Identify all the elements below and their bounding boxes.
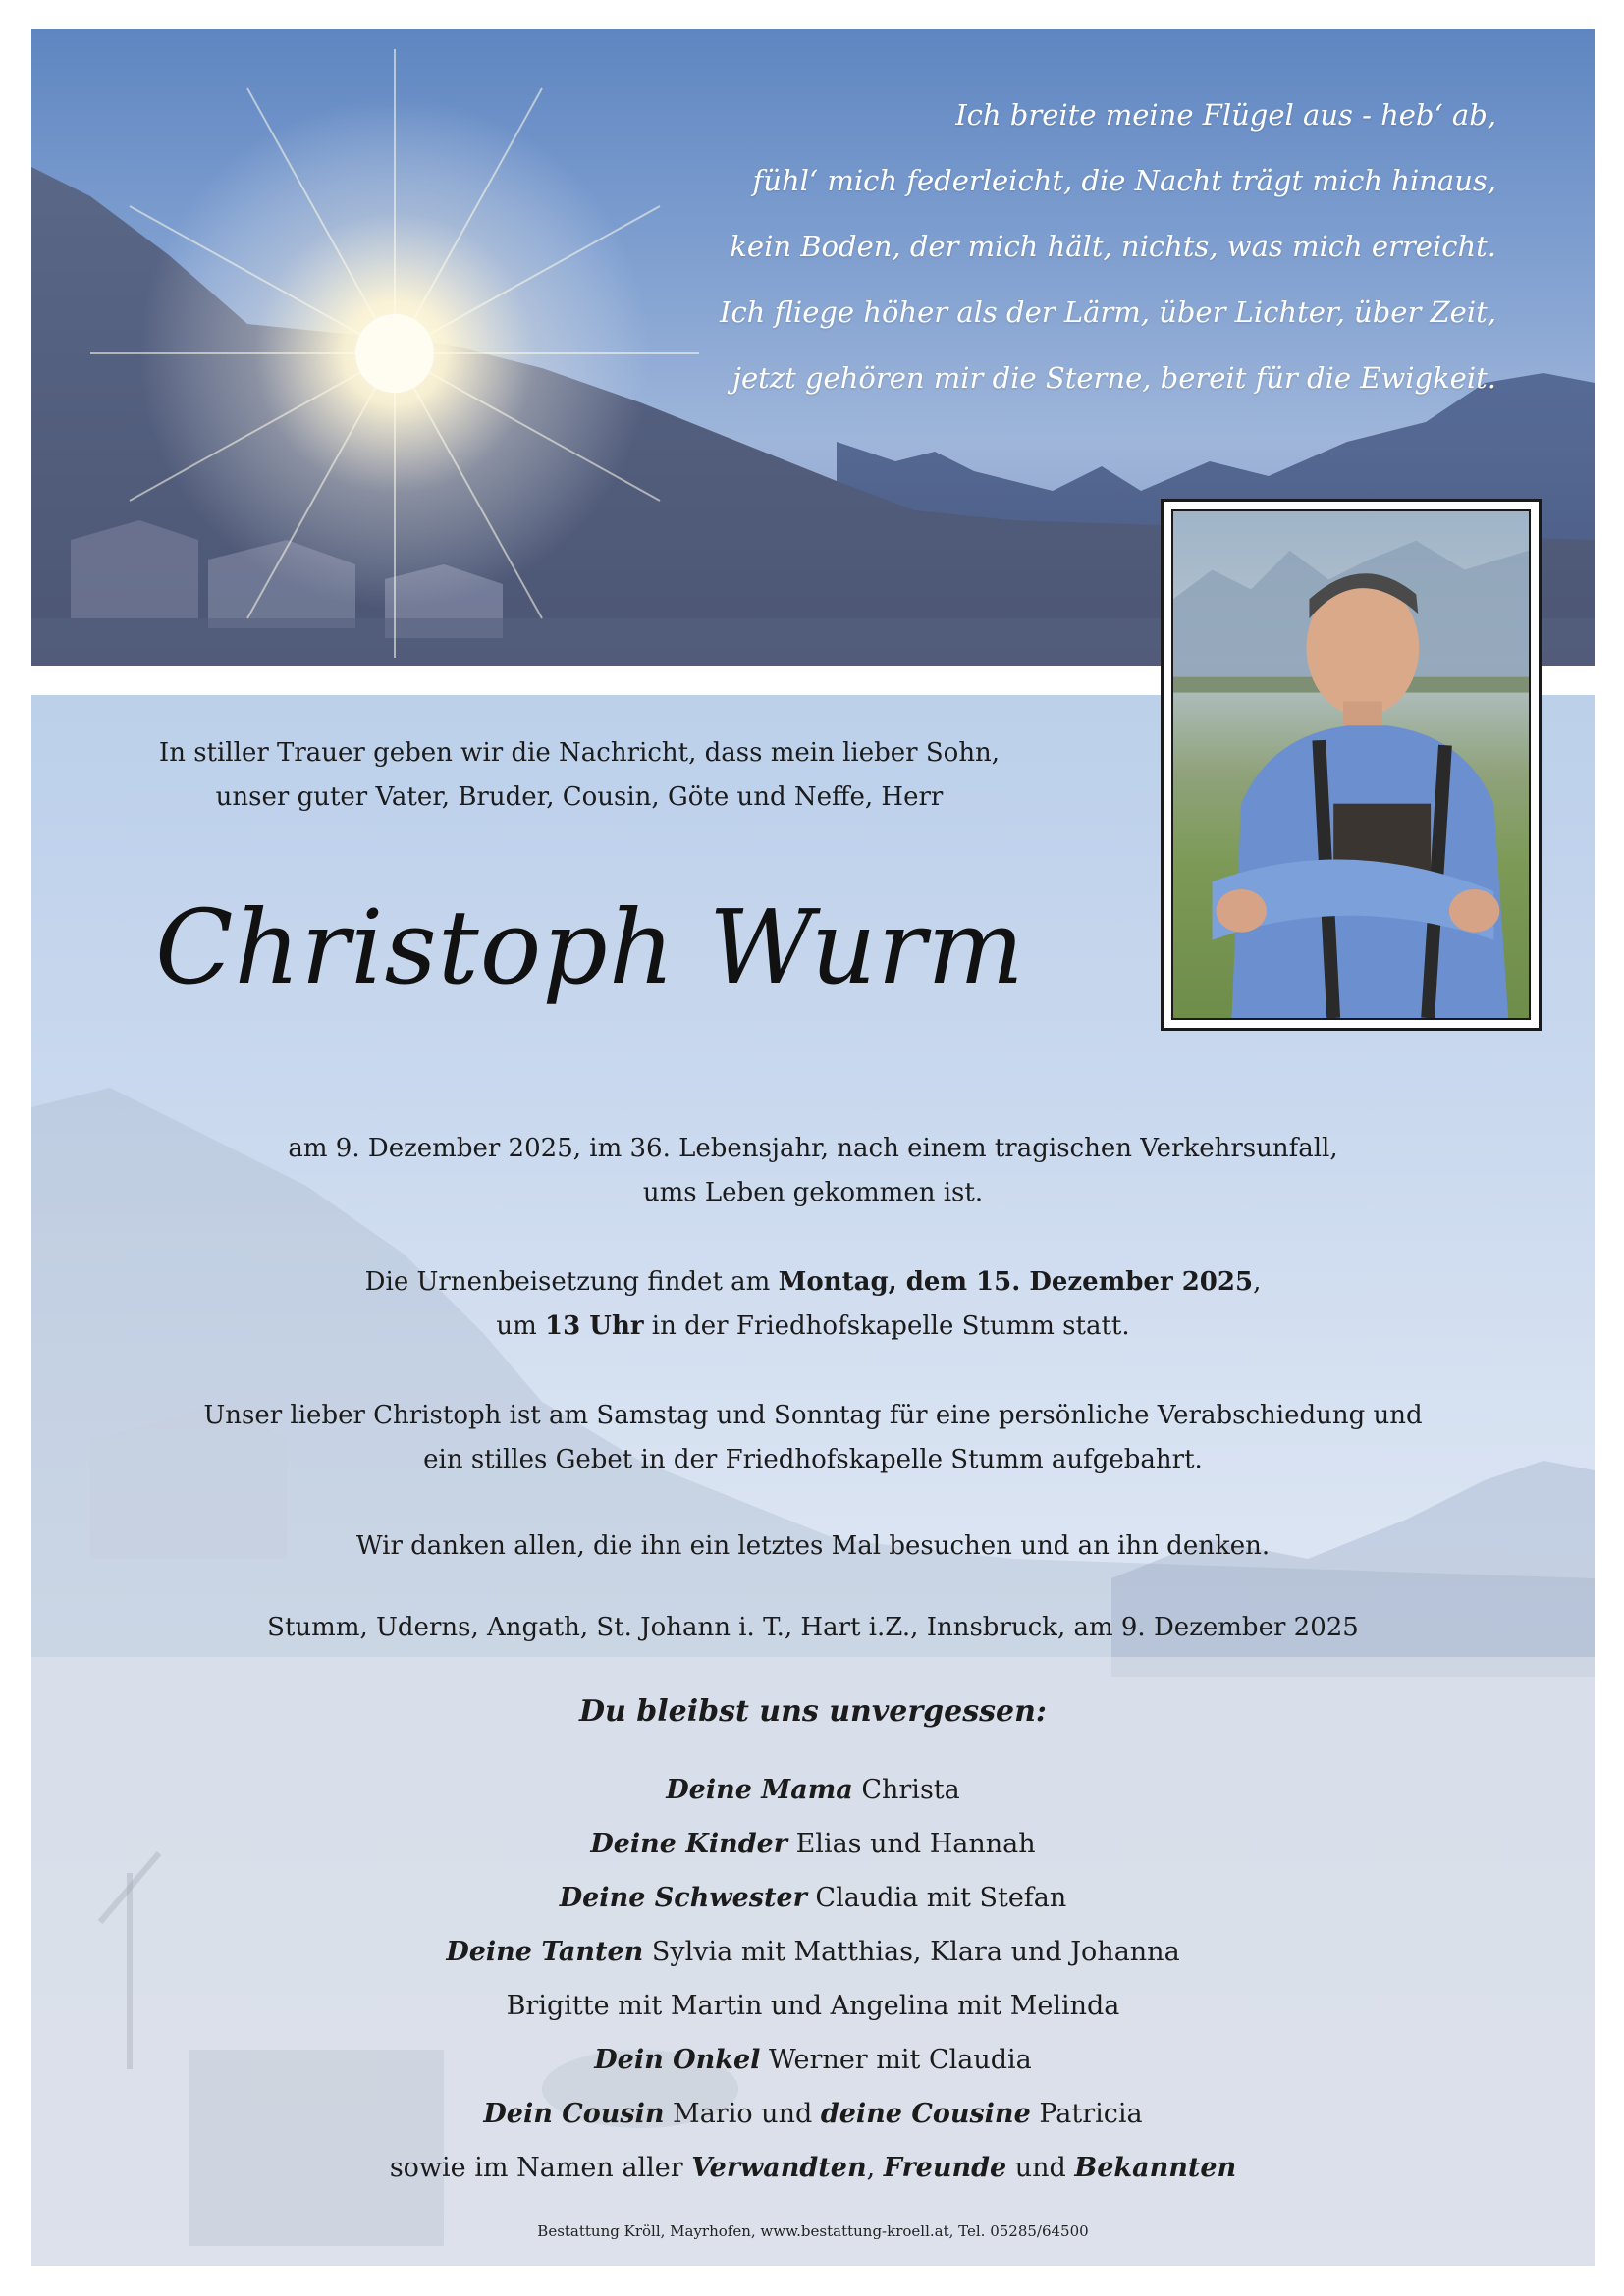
- funeral-text: Die Urnenbeisetzung findet am: [364, 1267, 779, 1297]
- relation-label: Dein Onkel: [594, 2045, 761, 2075]
- relative-names: Sylvia mit Matthias, Klara und Johanna: [643, 1937, 1180, 1967]
- family-line-tanten-2: Brigitte mit Martin und Angelina mit Melinda: [506, 1991, 1120, 2021]
- intro-line: In stiller Trauer geben wir die Nachricht, dass mein lieber Sohn,: [158, 738, 1001, 768]
- relation-label: Verwandten: [691, 2153, 867, 2183]
- viewing-info: [31, 1394, 1595, 1482]
- family-line-cousin: [31, 2087, 1595, 2141]
- funeral-text: um: [496, 1311, 546, 1341]
- family-line-schwester: [31, 1871, 1595, 1925]
- funeral-line-1: [31, 1260, 1595, 1305]
- intro-line: unser guter Vater, Bruder, Cousin, Göte und Neffe, Herr: [215, 782, 944, 812]
- family-line-tanten: [31, 1925, 1595, 1979]
- family-line-onkel: [31, 2033, 1595, 2087]
- funeral-text: ,: [1253, 1267, 1262, 1297]
- funeral-date: Montag, dem 15. Dezember 2025: [778, 1267, 1254, 1297]
- closing-text: und: [1006, 2153, 1075, 2183]
- funeral-info: [31, 1260, 1595, 1349]
- relation-label: Deine Mama: [666, 1775, 853, 1805]
- death-notice-line: ums Leben gekommen ist.: [642, 1178, 984, 1207]
- family-list: [31, 1763, 1595, 2195]
- place-date: Stumm, Uderns, Angath, St. Johann i. T., Hart i.Z., Innsbruck, am 9. Dezember 2025: [267, 1613, 1359, 1642]
- relation-label: deine Cousine: [820, 2099, 1031, 2129]
- relation-label: Deine Kinder: [590, 1829, 788, 1859]
- relative-names: Mario und: [664, 2099, 821, 2129]
- poem: [720, 82, 1496, 411]
- family-line-closing: [31, 2141, 1595, 2195]
- relative-names: Claudia mit Stefan: [806, 1883, 1067, 1913]
- funeral-time: 13 Uhr: [545, 1311, 644, 1341]
- poem-line: Ich fliege höher als der Lärm, über Lichter, über Zeit,: [719, 295, 1496, 329]
- relation-label: Dein Cousin: [483, 2099, 665, 2129]
- thanks-text: Wir danken allen, die ihn ein letztes Mal besuchen und an ihn denken.: [355, 1531, 1271, 1561]
- closing-text: sowie im Namen aller: [389, 2153, 692, 2183]
- portrait-photo: [1171, 509, 1531, 1020]
- mourners-heading: Du bleibst uns unvergessen:: [578, 1694, 1047, 1729]
- death-notice-line: am 9. Dezember 2025, im 36. Lebensjahr, nach einem tragischen Verkehrsunfall,: [288, 1134, 1338, 1163]
- family-line-mama: [31, 1763, 1595, 1817]
- relation-label: Bekannten: [1074, 2153, 1237, 2183]
- poem-line: fühl‘ mich federleicht, die Nacht trägt mich hinaus,: [752, 164, 1496, 197]
- relative-names: Werner mit Claudia: [760, 2045, 1032, 2075]
- intro-text: [137, 731, 1021, 820]
- funeral-home-footer: Bestattung Kröll, Mayrhofen, www.bestattung-kroell.at, Tel. 05285/64500: [537, 2222, 1089, 2240]
- funeral-line-2: [31, 1305, 1595, 1349]
- relation-label: Freunde: [883, 2153, 1007, 2183]
- viewing-line: Unser lieber Christoph ist am Samstag und Sonntag für eine persönliche Verabschiedung und: [203, 1401, 1423, 1430]
- family-line-kinder: [31, 1817, 1595, 1871]
- relation-label: Deine Schwester: [559, 1883, 807, 1913]
- funeral-text: in der Friedhofskapelle Stumm statt.: [643, 1311, 1130, 1341]
- relative-names: Elias und Hannah: [787, 1829, 1036, 1859]
- portrait-frame: [1161, 499, 1542, 1031]
- portrait-illustration: [1173, 511, 1529, 1018]
- deceased-name: Christoph Wurm: [155, 887, 1025, 1007]
- death-notice: [31, 1127, 1595, 1215]
- poem-line: jetzt gehören mir die Sterne, bereit für die Ewigkeit.: [732, 361, 1496, 395]
- poem-line: kein Boden, der mich hält, nichts, was mich erreicht.: [730, 230, 1496, 263]
- relative-names: Christa: [852, 1775, 960, 1805]
- closing-text: ,: [866, 2153, 884, 2183]
- viewing-line: ein stilles Gebet in der Friedhofskapelle Stumm aufgebahrt.: [423, 1445, 1203, 1474]
- relation-label: Deine Tanten: [446, 1937, 644, 1967]
- relative-names: Patricia: [1030, 2099, 1143, 2129]
- poem-line: Ich breite meine Flügel aus - heb‘ ab,: [955, 98, 1496, 132]
